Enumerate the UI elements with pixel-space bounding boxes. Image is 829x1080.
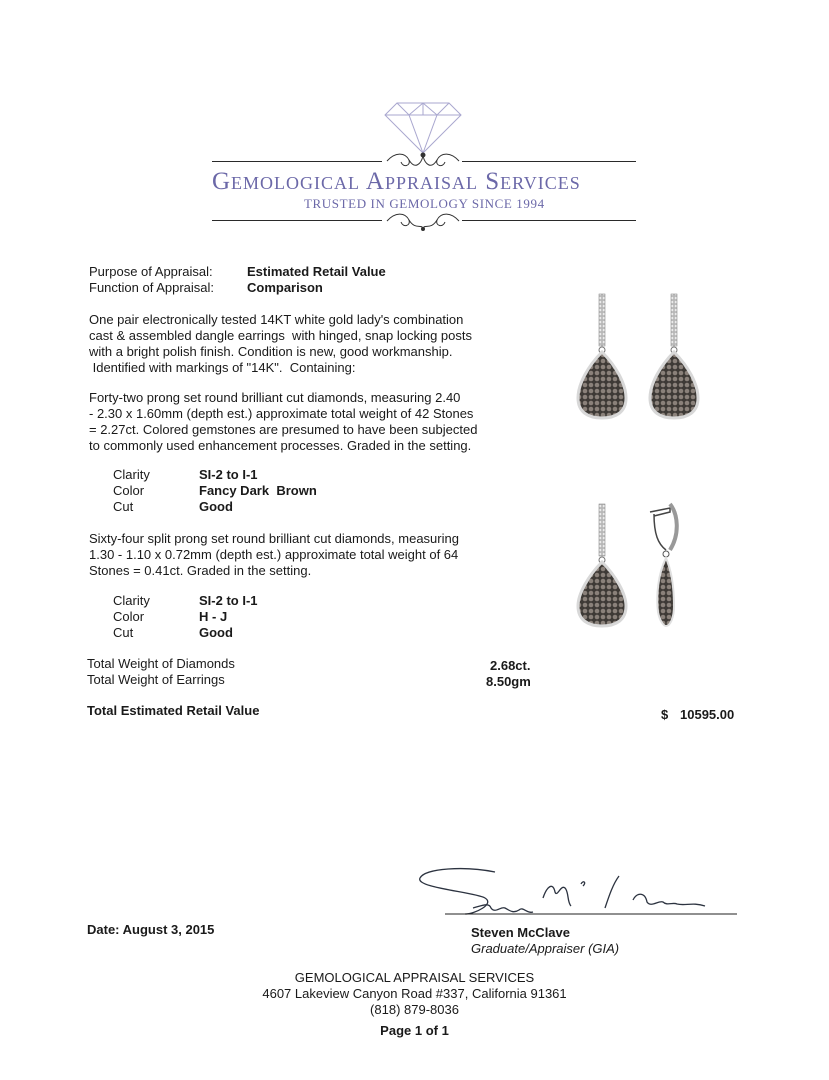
grade-label: Cut [113, 625, 134, 640]
grade-label: Color [113, 609, 145, 624]
stone-line: = 2.27ct. Colored gemstones are presumed to have been subjected [89, 422, 478, 437]
total-retail-label: Total Estimated Retail Value [87, 703, 260, 718]
appraisal-date: Date: August 3, 2015 [87, 922, 215, 937]
earrings-front-pair-photo [570, 292, 730, 422]
scroll-ornament-icon [385, 210, 461, 232]
total-retail-value: 10595.00 [680, 707, 735, 722]
grade-row-clarity [113, 467, 258, 483]
stone-group-2-grades [113, 593, 258, 641]
grade-row-color [113, 483, 317, 499]
stone-group-2-description [89, 531, 459, 579]
total-diamonds-label: Total Weight of Diamonds [87, 656, 235, 671]
purpose-label: Purpose of Appraisal: [89, 264, 213, 279]
logo [200, 90, 650, 240]
earring-side [650, 504, 677, 626]
grade-value: SI-2 to I-1 [199, 467, 258, 482]
earring-right [650, 294, 698, 418]
grade-row-color [113, 609, 228, 625]
description-line: cast & assembled dangle earrings with hinged, snap locking posts [89, 328, 472, 343]
description-line: One pair electronically tested 14KT white gold lady's combination [89, 312, 464, 327]
function-value: Comparison [247, 280, 323, 295]
footer-phone: (818) 879-8036 [370, 1002, 459, 1017]
total-retail-currency: $ [661, 707, 669, 722]
logo-top-rule-right [462, 161, 636, 162]
logo-bottom-rule [212, 220, 382, 221]
grade-value: Good [199, 499, 233, 514]
total-earrings-value: 8.50gm [486, 674, 531, 689]
signature-image [415, 862, 745, 922]
logo-top-rule [212, 161, 382, 162]
grade-value: Fancy Dark Brown [199, 483, 317, 498]
earring-front [578, 504, 626, 626]
total-diamonds-value: 2.68ct. [490, 658, 531, 673]
grade-row-cut [113, 625, 233, 641]
stone-line: Stones = 0.41ct. Graded in the setting. [89, 563, 312, 578]
grade-row-cut [113, 499, 233, 515]
grade-label: Clarity [113, 593, 150, 608]
grade-value: Good [199, 625, 233, 640]
footer-address: 4607 Lakeview Canyon Road #337, California 91361 [262, 986, 567, 1001]
description-line: with a bright polish finish. Condition is new, good workmanship. [89, 344, 453, 359]
grade-label: Color [113, 483, 145, 498]
earrings-front-and-side-photo [570, 500, 730, 630]
purpose-value: Estimated Retail Value [247, 264, 386, 279]
footer [0, 970, 829, 1039]
appraiser-title: Graduate/Appraiser (GIA) [471, 941, 620, 956]
earring-left [578, 294, 626, 418]
grade-label: Cut [113, 499, 134, 514]
diamond-icon [383, 95, 463, 155]
appraiser-name: Steven McClave [471, 925, 570, 940]
grade-row-clarity [113, 593, 258, 609]
company-name: Gemological Appraisal Services [212, 168, 581, 195]
item-description [89, 312, 472, 376]
stone-group-1-description [89, 390, 477, 454]
footer-company: GEMOLOGICAL APPRAISAL SERVICES [294, 970, 535, 985]
grade-label: Clarity [113, 467, 150, 482]
stone-line: Forty-two prong set round brilliant cut diamonds, measuring 2.40 [89, 390, 461, 405]
stone-line: Sixty-four split prong set round brilliant cut diamonds, measuring [89, 531, 459, 546]
logo-bottom-rule-right [462, 220, 636, 221]
page-number: Page 1 of 1 [380, 1023, 449, 1038]
stone-group-1-grades [113, 467, 317, 515]
function-label: Function of Appraisal: [89, 280, 215, 295]
total-earrings-label: Total Weight of Earrings [87, 672, 225, 687]
stone-line: - 2.30 x 1.60mm (depth est.) approximate total weight of 42 Stones [89, 406, 474, 421]
grade-value: H - J [199, 609, 228, 624]
grade-value: SI-2 to I-1 [199, 593, 258, 608]
company-tagline: TRUSTED IN GEMOLOGY SINCE 1994 [304, 196, 545, 211]
description-line: Identified with markings of "14K". Containing: [89, 360, 356, 375]
stone-line: 1.30 - 1.10 x 0.72mm (depth est.) approximate total weight of 64 [89, 547, 459, 562]
stone-line: to commonly used enhancement processes. Graded in the setting. [89, 438, 472, 453]
